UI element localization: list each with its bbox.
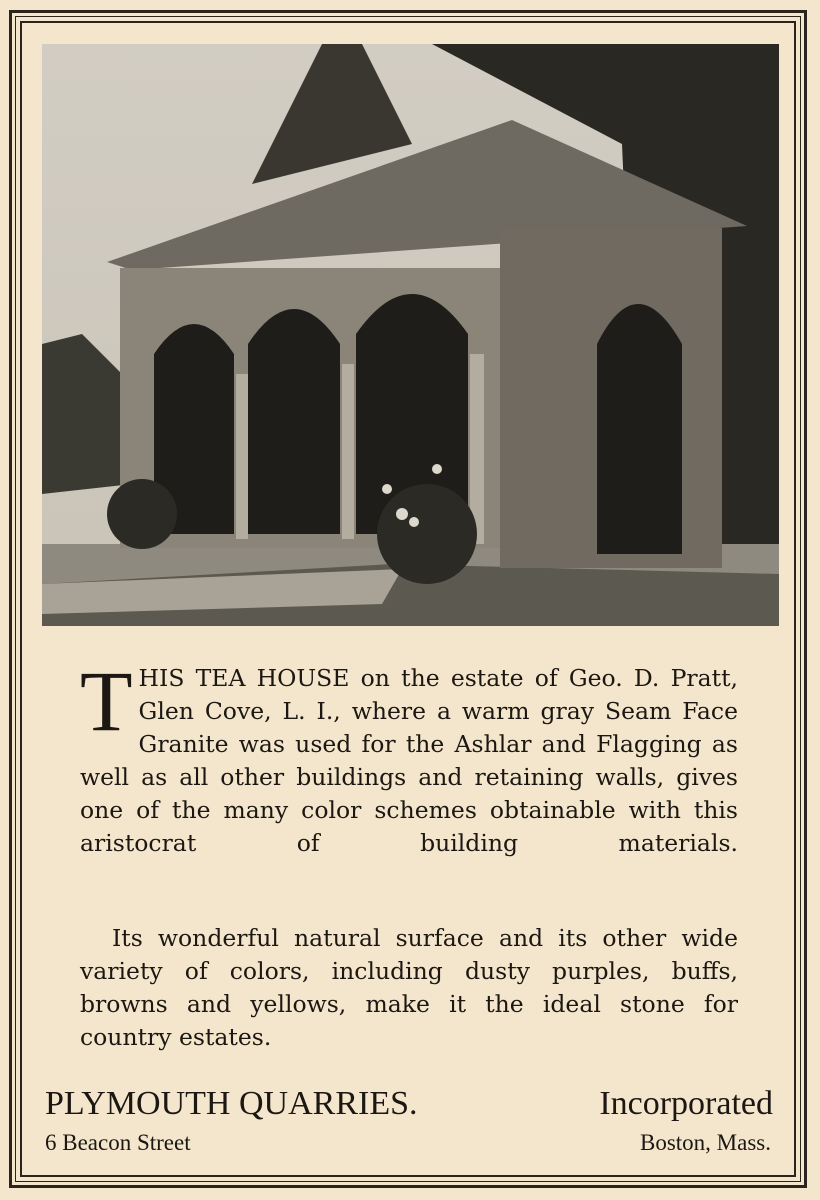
lead-caps: HIS TEA HOUSE xyxy=(138,664,350,692)
street-address: 6 Beacon Street xyxy=(45,1130,191,1155)
body-paragraph-1 xyxy=(80,653,739,860)
city: Boston, Mass. xyxy=(640,1130,771,1155)
company-name: PLYMOUTH QUARRIES. xyxy=(45,1085,418,1122)
company-line xyxy=(45,1085,773,1123)
body-paragraph-2: Its wonderful natural surface and its other wide variety of colors, including dusty purples, buffs, browns and yellows, make it the ideal stone for country estates. xyxy=(80,924,738,1051)
drop-cap: T xyxy=(80,653,133,749)
tea-house-photo xyxy=(42,44,779,626)
paragraph-1-text: on the estate of Geo. D. Pratt, Glen Cove, L. I., where a warm gray Seam Face Granite was used for the Ashlar and Flagging as well as all other buildings and retaining walls, gives one of the many color schemes obtainable with this aristocrat of building materials. xyxy=(80,664,739,857)
incorporated-label: Incorporated xyxy=(599,1085,773,1122)
